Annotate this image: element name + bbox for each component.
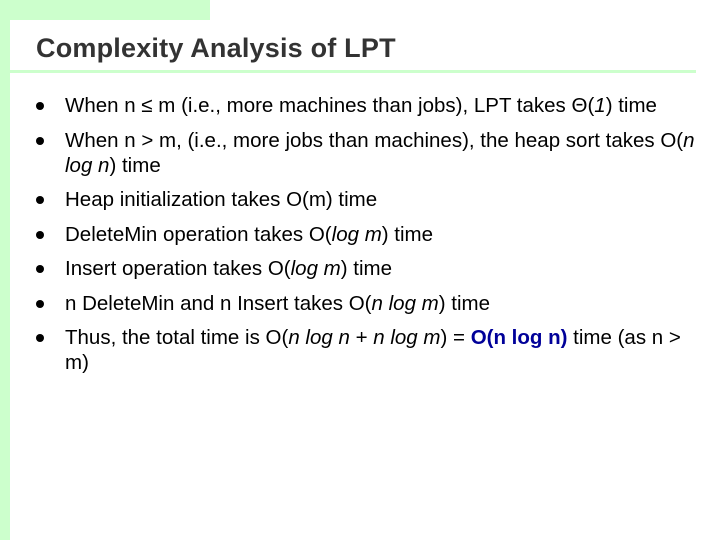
bullet-dot-icon [36, 265, 44, 273]
bullet-text: n log n [288, 326, 350, 349]
bullet-text: ) time [109, 153, 161, 177]
slide-title: Complexity Analysis of LPT [36, 33, 396, 63]
bullet-list [36, 93, 706, 385]
bullet-text: Thus, the total time is O( [65, 326, 289, 349]
bullet-dot-icon [36, 231, 44, 239]
bullet-text: log m [331, 222, 382, 246]
bullet-item [36, 128, 706, 178]
bullet-text: n log m [371, 291, 439, 315]
bullet-text: ) time [605, 94, 657, 117]
bullet-text: When n ≤ m (i.e., more machines than jobs), LPT takes Θ( [65, 94, 595, 117]
bullet-item [36, 256, 706, 281]
bullet-text: ) time [438, 291, 490, 315]
bullet-dot-icon [36, 300, 44, 308]
bullet-text: 1 [594, 94, 606, 117]
bullet-text: n log m [373, 326, 441, 349]
bullet-text: ) = [440, 326, 471, 349]
bullet-text: When n > m, (i.e., more jobs than machines), the heap sort takes O( [65, 128, 684, 152]
bullet-item [36, 325, 706, 375]
title-underline [10, 70, 696, 73]
bullet-text: n DeleteMin and n Insert takes O( [65, 291, 372, 315]
bullet-item [36, 187, 706, 212]
bullet-text: ) time [381, 222, 434, 246]
bullet-item [36, 222, 706, 247]
bullet-text: ) time [340, 257, 393, 280]
bullet-text: time (as n > m) [65, 326, 681, 374]
bullet-text: log m [290, 257, 341, 280]
bullet-item [36, 291, 706, 316]
bullet-text: Heap initialization takes O(m) time [65, 188, 378, 211]
bullet-text: DeleteMin operation takes O( [65, 222, 332, 246]
bullet-dot-icon [36, 102, 44, 110]
bullet-text: + [349, 326, 374, 349]
bullet-dot-icon [36, 196, 44, 204]
bullet-text: n log n [65, 128, 695, 177]
bullet-text: Insert operation takes O( [65, 257, 291, 280]
bullet-text: O(n log n) [470, 326, 568, 349]
left-accent-bar [0, 0, 10, 540]
bullet-dot-icon [36, 137, 44, 145]
bullet-dot-icon [36, 334, 44, 342]
top-accent-bar [0, 0, 210, 20]
bullet-item [36, 93, 706, 118]
